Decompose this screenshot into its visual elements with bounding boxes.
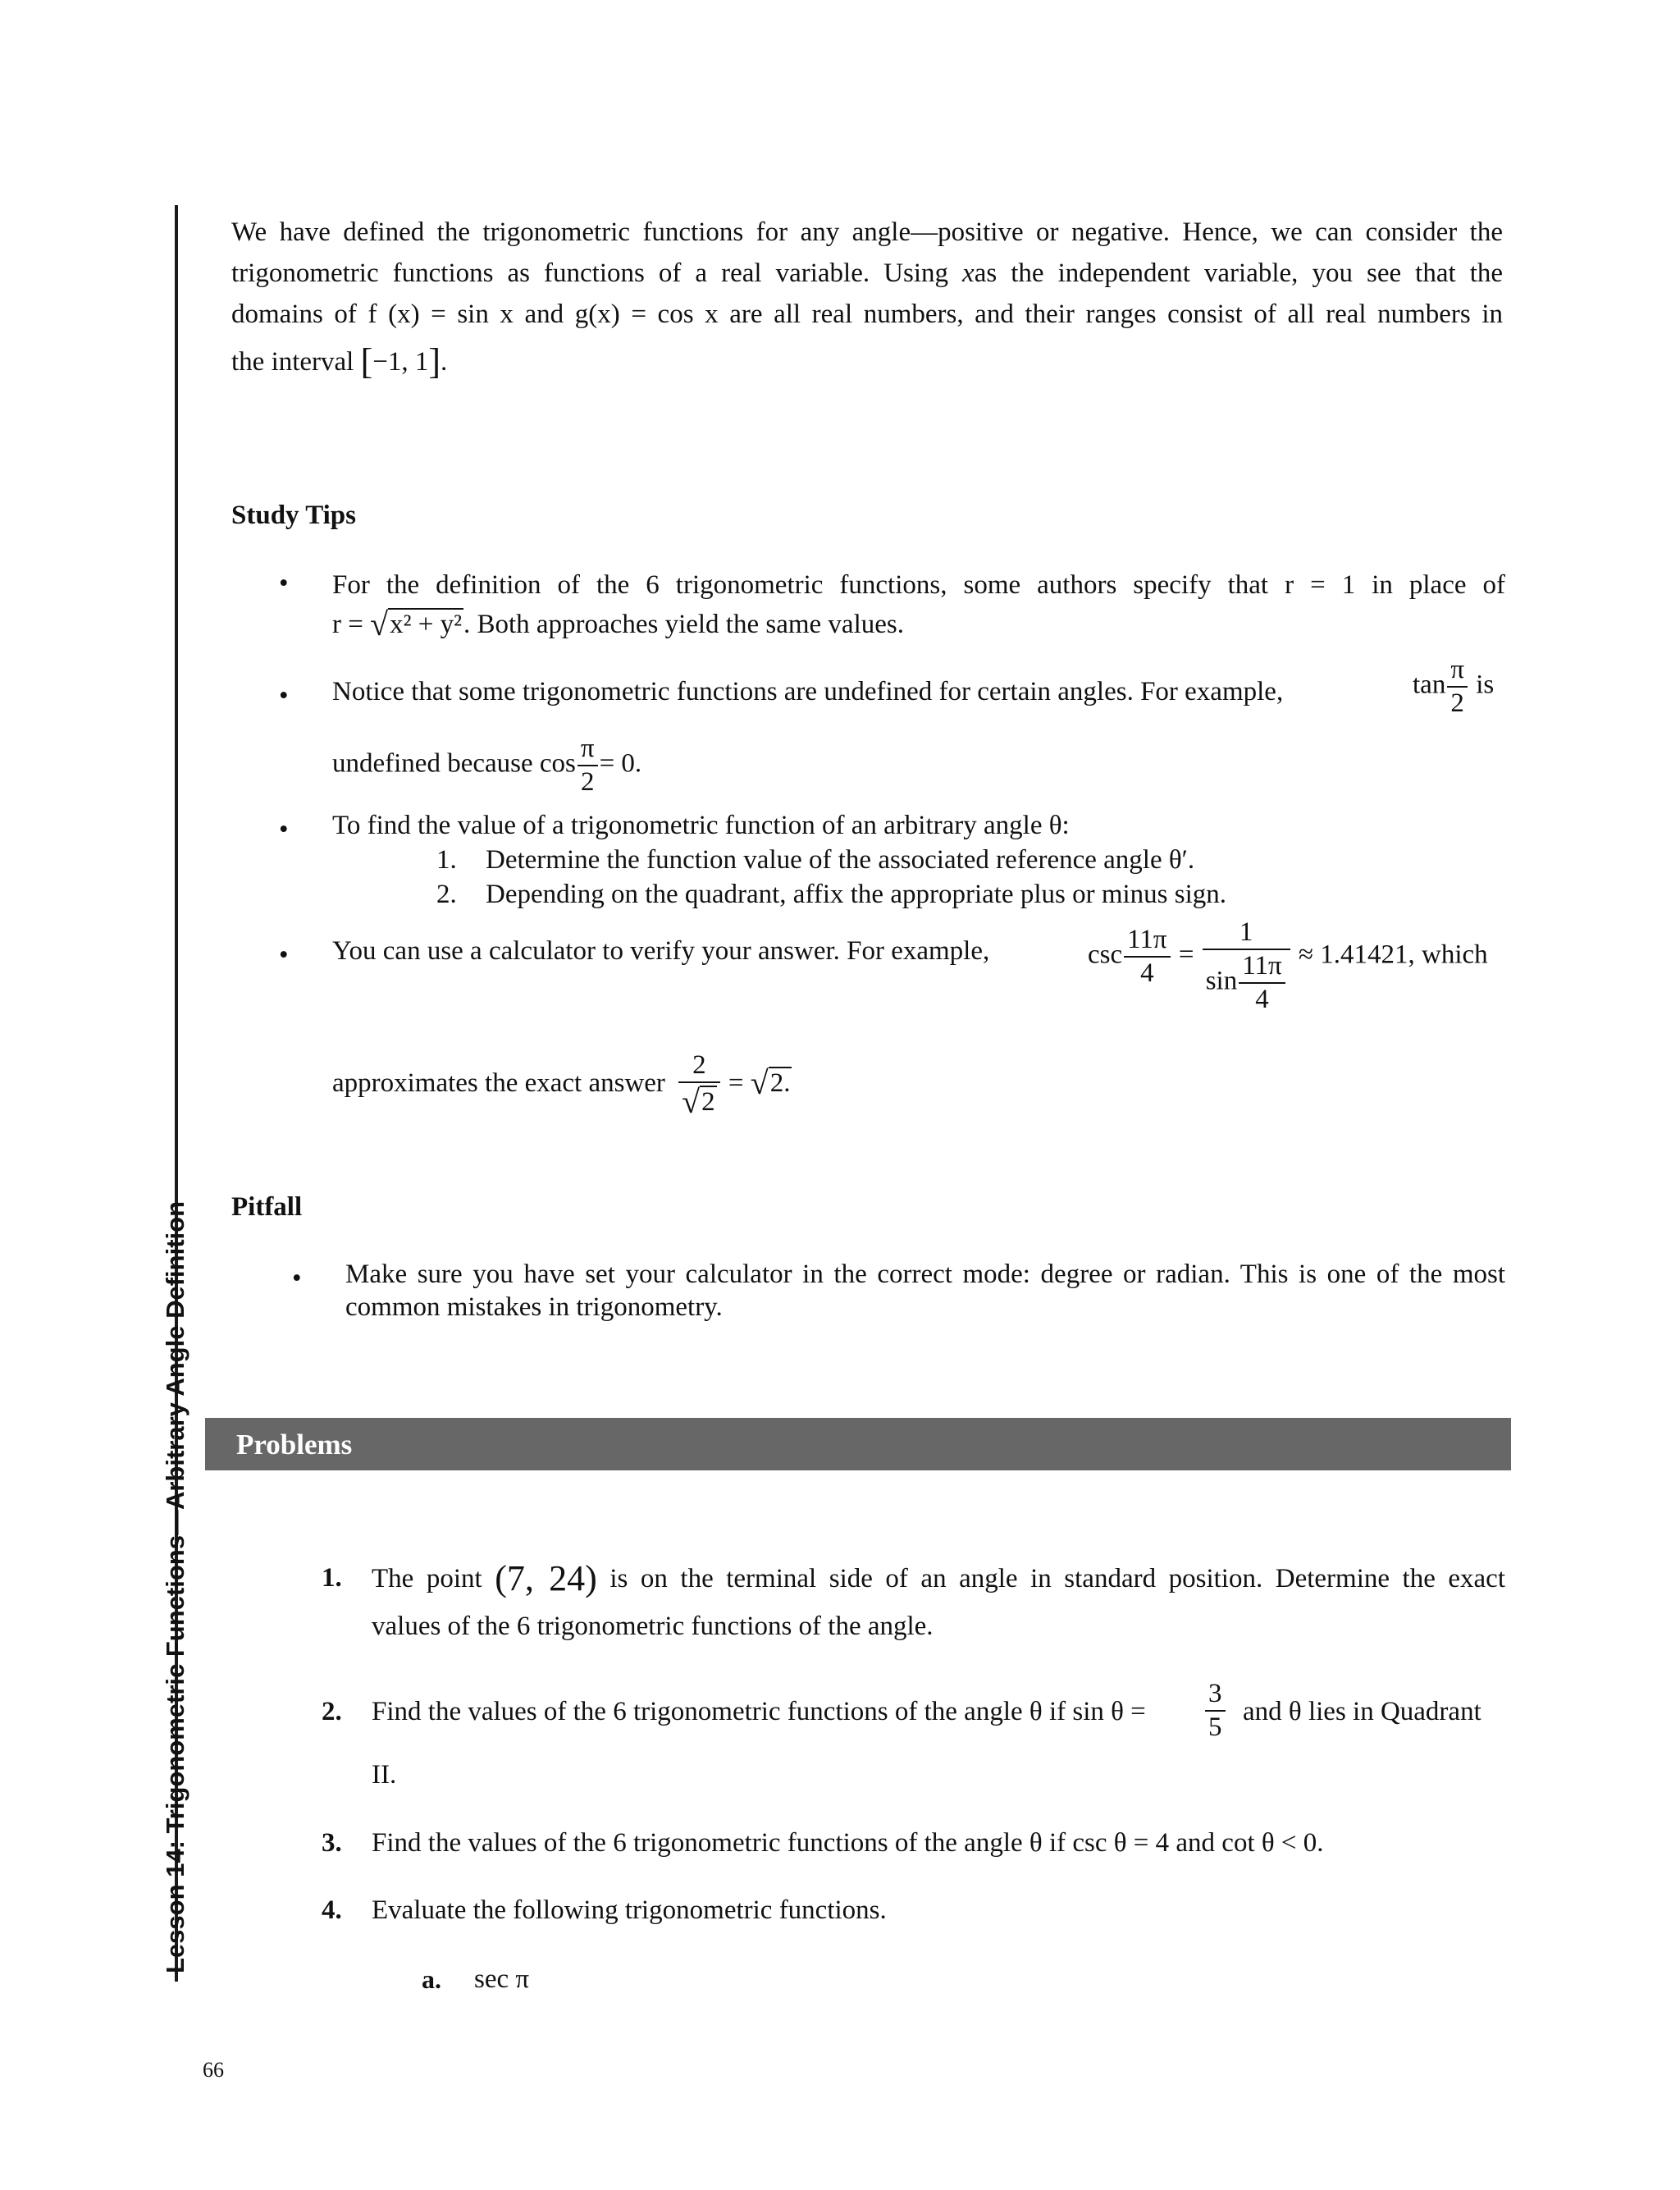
problem-4a-text: sec π (474, 1964, 530, 1994)
tip-2-text: Notice that some trigonometric functions are undefined for certain angles. For example, (332, 677, 1284, 706)
tip-1: For the definition of the 6 trigonometric functions, some authors specify that r = 1 in place of r = √x² + y². Both approaches yield the same values. (332, 570, 1505, 642)
intro-line-1: We have defined the trigonometric functions for any angle—positive or negative. Hence, we can consider the (231, 217, 1503, 247)
tip-3-step-1-num: 1. (436, 845, 457, 875)
tip-3-step-2-num: 2. (436, 880, 457, 909)
problem-1-point: (7, 24) (495, 1558, 597, 1598)
tip-4-text: You can use a calculator to verify your answer. For example, (332, 936, 990, 966)
g-definition: g(x) = cos x (574, 299, 719, 329)
problem-4-text: Evaluate the following trigonometric functions. (372, 1895, 887, 1925)
intro-paragraph (231, 212, 1503, 382)
tip-3-step-1: Determine the function value of the associated reference angle θ′. (486, 845, 1195, 875)
page-number: 66 (203, 2058, 224, 2082)
pitfall-heading: Pitfall (231, 1192, 303, 1222)
tip-4-line-2: approximates the exact answer $\frac{2}{√2}$ = √2. (332, 1050, 791, 1120)
problem-1: The point (7, 24) is on the terminal side of an angle in standard position. Determine the exact values of the 6 trigonometric functions of the angle. (372, 1558, 1505, 1641)
tip-2-line-2: undefined because cos $\frac{\pi}{2}$ = 0. (332, 734, 642, 797)
sidebar-lesson-title: Lesson 14: Trigonometric Functions—Arbitrary Angle Definition (161, 1200, 189, 1973)
f-definition: f (x) = sin x (368, 299, 514, 329)
radicand: x² + y² (390, 610, 462, 639)
pitfall-text: Make sure you have set your calculator in the correct mode: degree or radian. This is one of the most common mistakes in trigonometry. (345, 1260, 1505, 1322)
bullet-3: • (279, 815, 289, 844)
problem-2-text: Find the values of the 6 trigonometric functions of the angle θ if sin θ = (372, 1697, 1146, 1726)
problems-header-bar (205, 1418, 1511, 1470)
pitfall-bullet: • (292, 1264, 302, 1293)
problem-4-number: 4. (322, 1895, 342, 1925)
problem-2-number: 2. (322, 1697, 342, 1726)
problem-1-number: 1. (322, 1563, 342, 1593)
study-tips-heading: Study Tips (231, 501, 356, 530)
bullet-4: • (279, 940, 289, 970)
problem-4a-label: a. (422, 1964, 441, 1994)
tip-2-tan: tan $\frac{\pi}{2}$ is (1413, 655, 1495, 718)
problem-3-number: 3. (322, 1828, 342, 1858)
interval-value: −1, 1 (372, 347, 429, 377)
tip-3-text: To find the value of a trigonometric function of an arbitrary angle θ: (332, 811, 1070, 840)
intro-line-2: trigonometric functions as functions of a real variable. Using xas the independent variable, you see that the (231, 258, 1504, 288)
problems-heading: Problems (236, 1429, 353, 1461)
tip-4-formula: csc $\frac{11\pi}{4}$ = 1 sin $\frac{11\pi}{4}$ ≈ 1.41421, which (1088, 917, 1488, 1014)
bullet-1: • (279, 569, 289, 598)
intro-line-3: domains of f (x) = sin x and g(x) = cos x are all real numbers, and their ranges consist of all real numbers in (231, 299, 1504, 329)
problem-2-text-b: and θ lies in Quadrant (1243, 1697, 1481, 1726)
problem-2-text-c: II. (372, 1760, 397, 1790)
bullet-2: • (279, 681, 289, 711)
intro-line-4: the interval [−1, 1]. (231, 341, 448, 382)
problem-3-text: Find the values of the 6 trigonometric functions of the angle θ if csc θ = 4 and cot θ < 0. (372, 1828, 1324, 1858)
problem-2-fraction: $\frac{3}{5}$ (1203, 1680, 1227, 1741)
tip-3-step-2: Depending on the quadrant, affix the appropriate plus or minus sign. (486, 880, 1227, 909)
